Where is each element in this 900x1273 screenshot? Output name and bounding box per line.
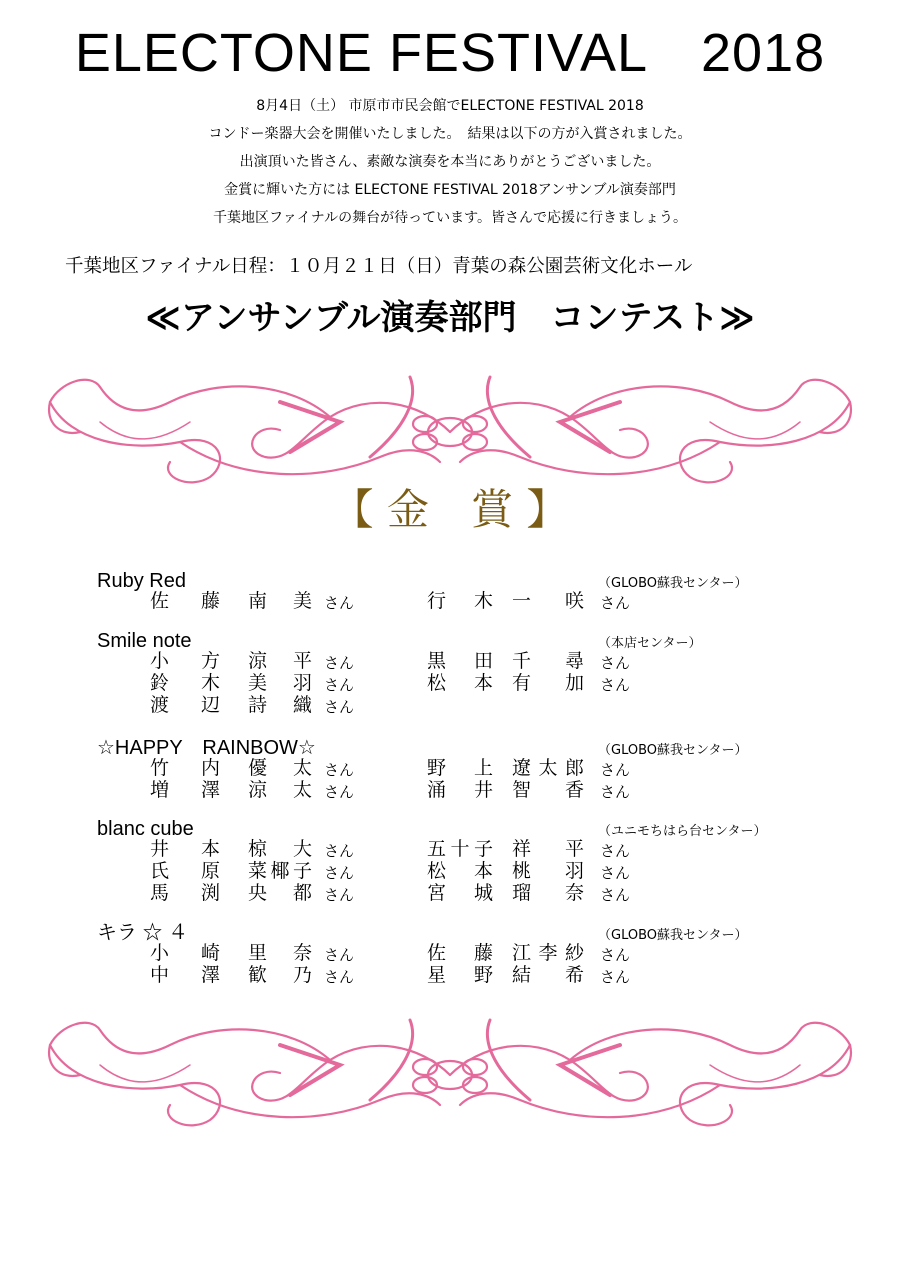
member-given-name: 涼 平: [248, 650, 312, 672]
member-given-name: 一 咲: [512, 590, 584, 612]
member-surname: 井 本: [150, 838, 220, 860]
member-row: [0, 694, 900, 716]
section-title: ≪アンサンブル演奏部門 コンテスト≫: [145, 298, 755, 338]
member-given-name: 里 奈: [248, 942, 312, 964]
member-given-name: 結 希: [512, 964, 584, 986]
member-given-name: 涼 太: [248, 779, 312, 801]
member-surname: 行 木: [427, 590, 493, 612]
member-surname: 中 澤: [150, 964, 220, 986]
team-center: （GLOBO蘇我センター）: [598, 928, 748, 943]
member-surname: 宮 城: [427, 882, 493, 904]
honorific: さん: [600, 842, 631, 860]
honorific: さん: [600, 946, 631, 964]
member-row: [0, 860, 900, 882]
member-surname: 増 澤: [150, 779, 220, 801]
member-surname: 馬 渕: [150, 882, 220, 904]
member-surname: 涌 井: [427, 779, 493, 801]
intro-line: 金賞に輝いた方には ELECTONE FESTIVAL 2018アンサンブル演奏部門: [224, 182, 676, 198]
team-name: Smile note: [97, 630, 192, 652]
member-surname: 小 崎: [150, 942, 220, 964]
page-title: ELECTONE FESTIVAL 2018: [74, 23, 826, 83]
member-given-name: 菜 椰 子: [248, 860, 312, 882]
member-given-name: 遼 太 郎: [512, 757, 584, 779]
honorific: さん: [600, 761, 631, 779]
member-given-name: 歓 乃: [248, 964, 312, 986]
member-given-name: 祥 平: [512, 838, 584, 860]
member-given-name: 椋 大: [248, 838, 312, 860]
honorific: さん: [324, 698, 355, 716]
team-center: （GLOBO蘇我センター）: [598, 743, 748, 758]
honorific: さん: [324, 761, 355, 779]
member-surname: 星 野: [427, 964, 493, 986]
member-given-name: 千 尋: [512, 650, 584, 672]
member-surname: 渡 辺: [150, 694, 220, 716]
member-surname: 佐 藤: [150, 590, 220, 612]
member-given-name: 瑠 奈: [512, 882, 584, 904]
honorific: さん: [324, 842, 355, 860]
member-given-name: 優 太: [248, 757, 312, 779]
member-surname: 佐 藤: [427, 942, 493, 964]
member-given-name: 美 羽: [248, 672, 312, 694]
member-row: [0, 942, 900, 964]
member-row: [0, 672, 900, 694]
team-center: （本店センター）: [598, 636, 702, 651]
team-name: Ruby Red: [97, 570, 186, 592]
ornament-bottom-icon: [40, 1005, 860, 1145]
honorific: さん: [600, 654, 631, 672]
honorific: さん: [600, 676, 631, 694]
member-given-name: 智 香: [512, 779, 584, 801]
member-given-name: 央 都: [248, 882, 312, 904]
member-row: [0, 650, 900, 672]
honorific: さん: [600, 783, 631, 801]
member-given-name: 有 加: [512, 672, 584, 694]
intro-line: 8月4日（土） 市原市市民会館でELECTONE FESTIVAL 2018: [256, 98, 644, 114]
member-surname: 黒 田: [427, 650, 493, 672]
honorific: さん: [600, 864, 631, 882]
member-surname: 五 十 子: [427, 838, 493, 860]
member-given-name: 詩 織: [248, 694, 312, 716]
member-surname: 竹 内: [150, 757, 220, 779]
member-row: [0, 964, 900, 986]
honorific: さん: [324, 946, 355, 964]
honorific: さん: [324, 864, 355, 882]
member-row: [0, 882, 900, 904]
intro-line: 出演頂いた皆さん、素敵な演奏を本当にありがとうございました。: [239, 154, 661, 170]
team-name: ☆HAPPY RAINBOW☆: [97, 737, 316, 759]
honorific: さん: [324, 594, 355, 612]
honorific: さん: [324, 886, 355, 904]
member-row: [0, 590, 900, 612]
honorific: さん: [324, 783, 355, 801]
intro-line: コンドー楽器大会を開催いたしました。 結果は以下の方が入賞されました。: [208, 126, 692, 142]
member-given-name: 江 李 紗: [512, 942, 584, 964]
award-heading: 【 金 賞 】: [331, 485, 569, 534]
honorific: さん: [324, 968, 355, 986]
team-center: （GLOBO蘇我センター）: [598, 576, 748, 591]
final-schedule: 千葉地区ファイナル日程：１０月２１日（日）青葉の森公園芸術文化ホール: [65, 256, 693, 277]
honorific: さん: [600, 968, 631, 986]
member-surname: 松 本: [427, 860, 493, 882]
member-surname: 野 上: [427, 757, 493, 779]
member-surname: 鈴 木: [150, 672, 220, 694]
team-name: キラ ☆ ４: [97, 922, 189, 944]
member-given-name: 南 美: [248, 590, 312, 612]
member-surname: 小 方: [150, 650, 220, 672]
member-row: [0, 757, 900, 779]
member-row: [0, 838, 900, 860]
team-name: blanc cube: [97, 818, 194, 840]
member-row: [0, 779, 900, 801]
intro-line: 千葉地区ファイナルの舞台が待っています。皆さんで応援に行きましょう。: [213, 210, 687, 226]
honorific: さん: [600, 886, 631, 904]
honorific: さん: [324, 654, 355, 672]
honorific: さん: [600, 594, 631, 612]
member-surname: 松 本: [427, 672, 493, 694]
member-given-name: 桃 羽: [512, 860, 584, 882]
member-surname: 氏 原: [150, 860, 220, 882]
intro-text: [0, 92, 900, 232]
honorific: さん: [324, 676, 355, 694]
team-center: （ユニモちはら台センター）: [598, 824, 767, 839]
